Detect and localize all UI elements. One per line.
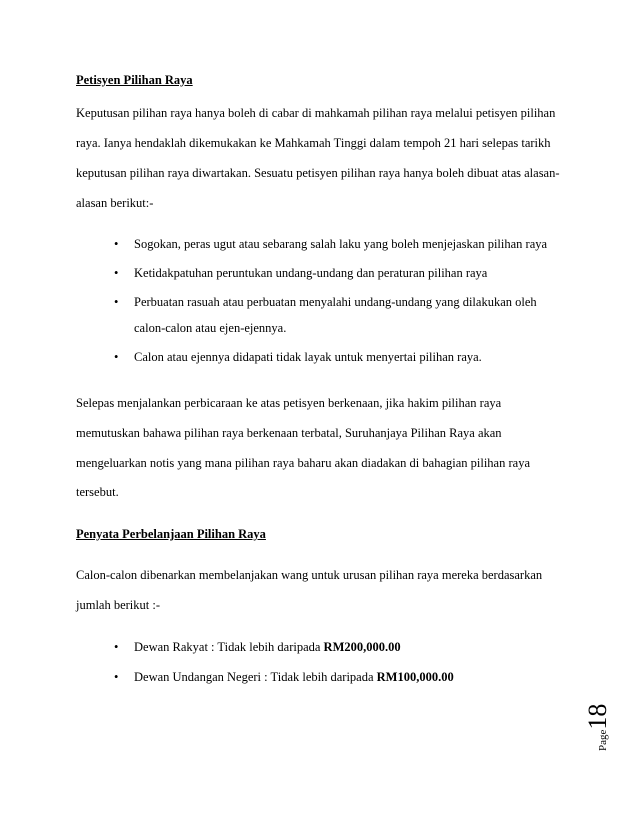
- paragraph-line: Calon-calon dibenarkan membelanjakan wang untuk urusan pilihan raya mereka berdasarkan: [76, 568, 543, 582]
- page-number: 18: [583, 703, 612, 730]
- bullet-item: Perbuatan rasuah atau perbuatan menyalahi undang-undang yang dilakukan oleh: [134, 295, 537, 309]
- paragraph-line: memutuskan bahawa pilihan raya berkenaan terbatal, Suruhanjaya Pilihan Raya akan: [76, 426, 502, 440]
- bullet-icon: •: [114, 237, 119, 251]
- limit-label: Dewan Rakyat : Tidak lebih daripada: [134, 640, 324, 654]
- paragraph-line: Selepas menjalankan perbicaraan ke atas petisyen berkenaan, jika hakim pilihan raya: [76, 396, 502, 410]
- paragraph-line: tersebut.: [76, 485, 119, 499]
- paragraph-line: raya. Ianya hendaklah dikemukakan ke Mahkamah Tinggi dalam tempoh 21 hari selepas tarikh: [76, 136, 551, 150]
- page-label: Page: [597, 729, 609, 751]
- bullet-item-limit: [134, 640, 401, 655]
- paragraph-line: alasan berikut:-: [76, 196, 154, 210]
- section-heading-petisyen: Petisyen Pilihan Raya: [76, 73, 193, 87]
- page-number-footer: [583, 687, 627, 757]
- bullet-icon: •: [114, 295, 119, 309]
- paragraph-line: jumlah berikut :-: [76, 598, 161, 612]
- paragraph-line: keputusan pilihan raya diwartakan. Sesuatu petisyen pilihan raya hanya boleh dibuat atas alasan-: [76, 166, 560, 180]
- limit-amount: RM100,000.00: [376, 670, 454, 684]
- section-heading-penyata: Penyata Perbelanjaan Pilihan Raya: [76, 527, 266, 541]
- bullet-item: Ketidakpatuhan peruntukan undang-undang dan peraturan pilihan raya: [134, 266, 488, 280]
- bullet-item-limit: [134, 670, 454, 685]
- bullet-icon: •: [114, 266, 119, 280]
- bullet-icon: •: [114, 670, 119, 684]
- bullet-item: Sogokan, peras ugut atau sebarang salah laku yang boleh menjejaskan pilihan raya: [134, 237, 548, 251]
- bullet-icon: •: [114, 350, 119, 364]
- limit-label: Dewan Undangan Negeri : Tidak lebih daripada: [134, 670, 377, 684]
- paragraph-line: mengeluarkan notis yang mana pilihan raya baharu akan diadakan di bahagian pilihan raya: [76, 456, 530, 470]
- bullet-item-continuation: calon-calon atau ejen-ejennya.: [134, 321, 287, 335]
- paragraph-line: Keputusan pilihan raya hanya boleh di cabar di mahkamah pilihan raya melalui petisyen pilihan: [76, 106, 556, 120]
- bullet-icon: •: [114, 640, 119, 654]
- limit-amount: RM200,000.00: [323, 640, 401, 654]
- bullet-item: Calon atau ejennya didapati tidak layak untuk menyertai pilihan raya.: [134, 350, 482, 364]
